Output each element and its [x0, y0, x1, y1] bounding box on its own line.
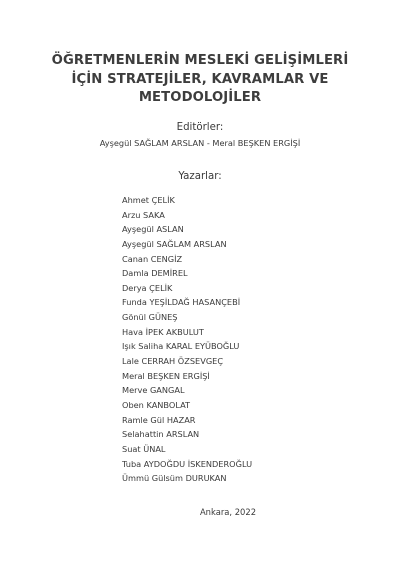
book-title-line-2: İÇİN STRATEJİLER, KAVRAMLAR VE [71, 71, 329, 87]
author-name: Funda YEŞİLDAĞ HASANÇEBİ [122, 297, 241, 308]
author-name: Meral BEŞKEN ERGİŞİ [122, 370, 210, 381]
authors-list [122, 193, 252, 486]
author-name: Lale CERRAH ÖZSEVGEÇ [122, 356, 224, 367]
book-title-line-3: METODOLOJİLER [138, 90, 262, 105]
book-title-line-1: ÖĞRETMENLERİN MESLEKİ GELİŞİMLERİ [51, 53, 349, 68]
editors-heading: Editörler: [176, 122, 224, 133]
author-name: Ramle Gül HAZAR [122, 414, 196, 425]
author-name: Hava İPEK AKBULUT [122, 326, 204, 337]
author-name: Arzu SAKA [122, 209, 165, 220]
author-name: Ayşegül SAĞLAM ARSLAN [122, 238, 227, 249]
author-name: Ayşegül ASLAN [122, 224, 184, 235]
author-name: Derya ÇELİK [122, 282, 173, 293]
authors-heading: Yazarlar: [178, 171, 222, 182]
book-title [0, 52, 400, 108]
author-name: Işık Saliha KARAL EYÜBOĞLU [122, 341, 240, 352]
author-name: Oben KANBOLAT [122, 399, 191, 410]
author-name: Suat ÜNAL [122, 443, 166, 454]
author-name: Ahmet ÇELİK [122, 195, 175, 205]
author-name: Gönül GÜNEŞ [122, 312, 178, 323]
author-name: Merve GANGAL [122, 385, 185, 396]
author-name: Tuba AYDOĞDU İSKENDEROĞLU [122, 458, 253, 469]
author-name: Ümmü Gülsüm DURUKAN [122, 473, 227, 484]
editors-names: Ayşegül SAĞLAM ARSLAN - Meral BEŞKEN ERGİŞİ [99, 138, 301, 148]
author-name: Canan CENGİZ [122, 253, 183, 264]
author-name: Damla DEMİREL [122, 268, 188, 279]
place-and-year: Ankara, 2022 [199, 507, 257, 517]
author-name: Selahattin ARSLAN [122, 429, 200, 440]
